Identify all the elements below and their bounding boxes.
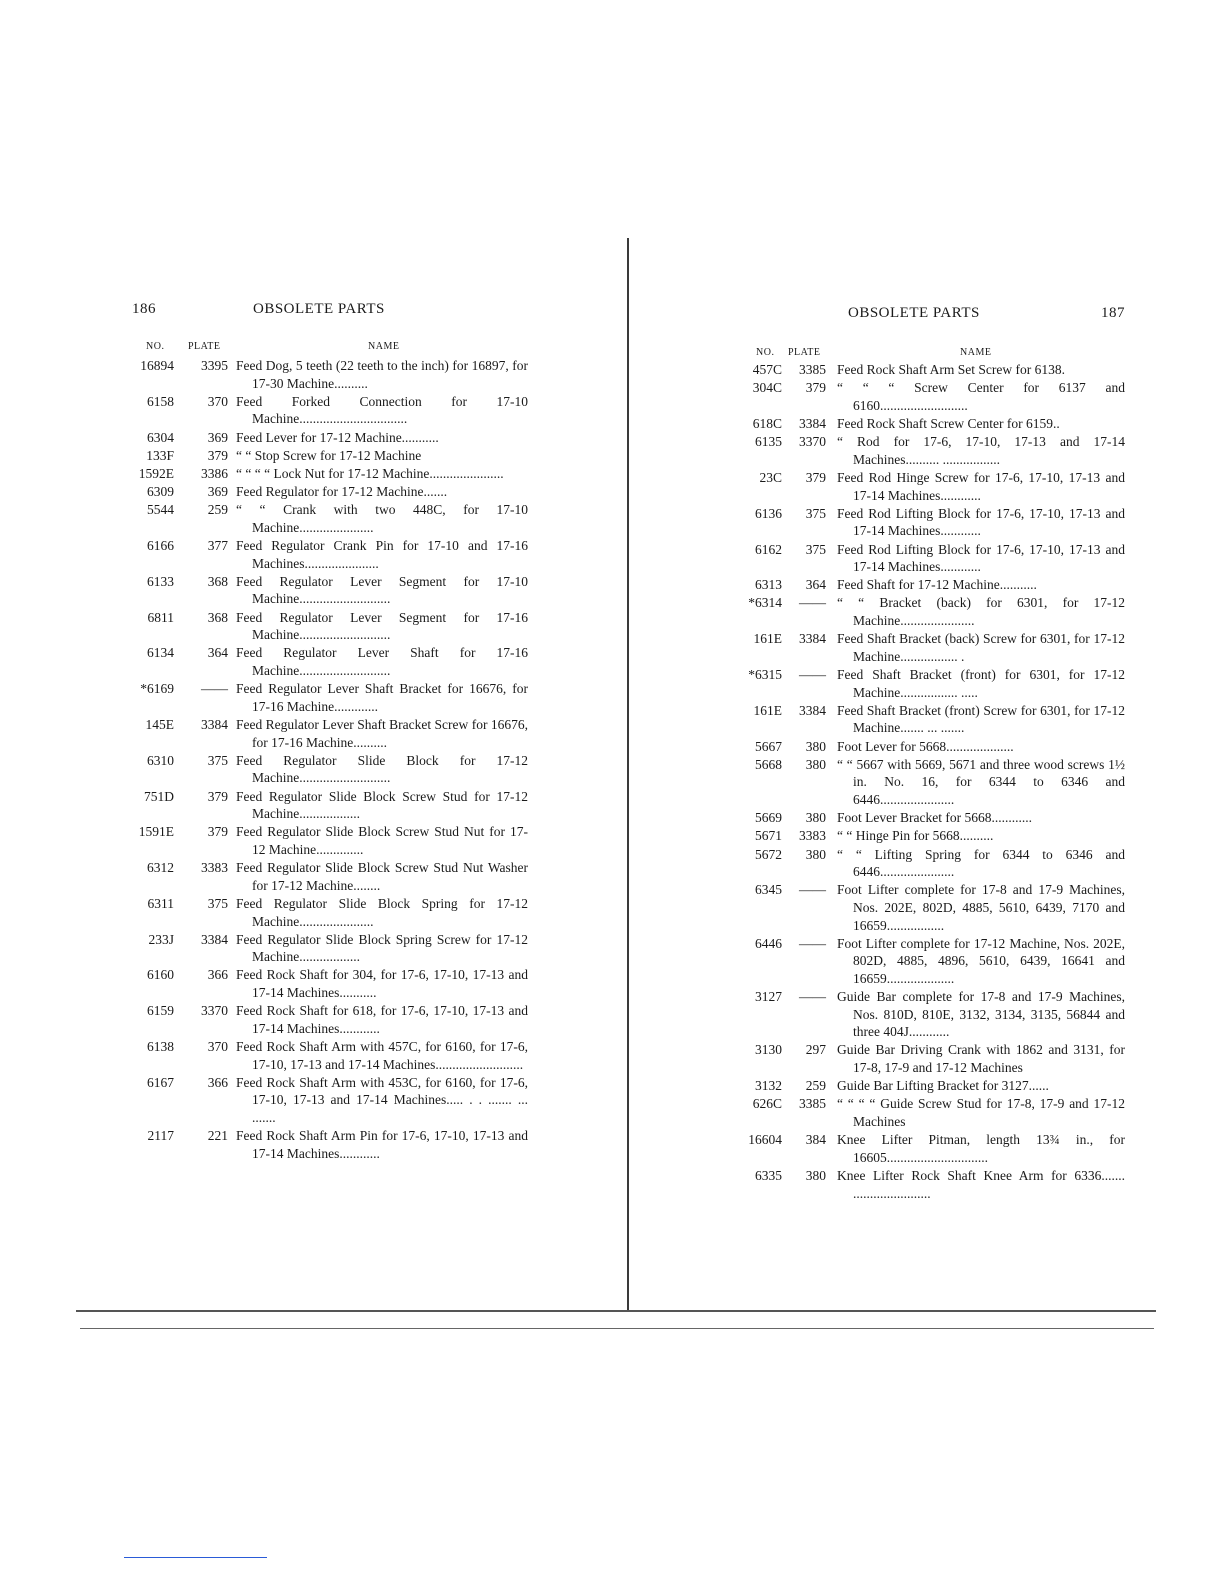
plate-number: 3370	[799, 434, 826, 450]
part-entry	[740, 756, 1125, 809]
part-entry	[128, 357, 528, 392]
part-number: 304C	[752, 380, 782, 396]
part-entry	[740, 702, 1125, 737]
plate-number: 380	[805, 810, 826, 826]
part-entry	[740, 738, 1125, 756]
left-page-title: OBSOLETE PARTS	[253, 301, 385, 317]
plate-number: 375	[207, 895, 228, 911]
part-name: Guide Bar Lifting Bracket for 3127......	[837, 1078, 1049, 1094]
part-number: 457C	[752, 362, 782, 377]
part-entry	[128, 644, 528, 679]
part-name: Feed Rod Lifting Block for 17-6, 17-10, 17-13 and 17-14 Machines............	[837, 505, 1125, 539]
part-number: 6166	[147, 538, 174, 554]
part-name: Feed Rock Shaft for 618, for 17-6, 17-10, 17-13 and 17-14 Machines............	[236, 1003, 528, 1036]
plate-number: ——	[799, 935, 826, 951]
part-name: “ “ “ “ Lock Nut for 17-12 Machine......................	[236, 465, 504, 481]
part-name: “ “ “ Screw Center for 6137 and 6160..........................	[837, 380, 1125, 413]
plate-number: 384	[805, 1132, 826, 1148]
plate-number: ——	[799, 595, 826, 611]
part-name: “ “ “ “ Guide Screw Stud for 17-8, 17-9 and 17-12 Machines	[837, 1096, 1125, 1129]
part-name: Feed Regulator Slide Block for 17-12 Machine...........................	[236, 752, 528, 786]
part-number: 145E	[145, 717, 174, 732]
plate-number: 380	[805, 756, 826, 772]
part-number: 6311	[147, 895, 174, 911]
part-name: Guide Bar Driving Crank with 1862 and 3131, for 17-8, 17-9 and 17-12 Machines	[837, 1042, 1125, 1076]
plate-number: 364	[805, 577, 826, 593]
part-number: 6159	[147, 1003, 174, 1019]
right-header-name: NAME	[960, 347, 992, 358]
part-number: 751D	[144, 788, 174, 804]
plate-number: 3384	[201, 931, 228, 947]
part-entry	[740, 361, 1125, 379]
part-number: 233J	[148, 931, 174, 947]
plate-number: 375	[207, 752, 228, 768]
part-number: 5668	[755, 756, 782, 772]
plate-number: 3386	[201, 465, 228, 481]
part-name: “ “ Bracket (back) for 6301, for 17-12 Machine......................	[837, 595, 1125, 629]
part-number: 5669	[755, 810, 782, 826]
right-parts-list	[740, 361, 1125, 1203]
plate-number: 3384	[201, 717, 228, 732]
plate-number: 379	[207, 447, 228, 463]
part-number: 6304	[147, 429, 174, 445]
part-number: 6133	[147, 573, 174, 589]
plate-number: 3384	[799, 702, 826, 718]
part-entry	[128, 573, 528, 608]
part-number: 5671	[755, 828, 782, 844]
part-number: 6313	[755, 577, 782, 593]
plate-number: 369	[207, 429, 228, 445]
part-number: 6335	[755, 1167, 782, 1183]
part-entry	[128, 1038, 528, 1073]
part-entry	[128, 483, 528, 501]
part-name: Feed Regulator Slide Block Spring Screw for 17-12 Machine..................	[236, 931, 528, 965]
part-name: Knee Lifter Rock Shaft Knee Arm for 6336....... .......................	[837, 1167, 1125, 1201]
part-entry	[128, 447, 528, 465]
part-name: Feed Shaft Bracket (back) Screw for 6301, for 17-12 Machine................. .	[837, 631, 1125, 664]
plate-number: 3385	[799, 1096, 826, 1112]
part-entry	[128, 859, 528, 894]
plate-number: 368	[207, 573, 228, 589]
part-number: 23C	[759, 469, 782, 485]
part-name: Feed Regulator Lever Shaft Bracket for 16676, for 17-16 Machine.............	[236, 681, 528, 714]
part-entry	[740, 576, 1125, 594]
plate-number: 369	[207, 484, 228, 500]
part-name: Feed Shaft Bracket (front) for 6301, for 17-12 Machine................. .....	[837, 667, 1125, 700]
part-name: “ “ Hinge Pin for 5668..........	[837, 828, 994, 844]
plate-number: 3370	[201, 1003, 228, 1019]
left-header-plate: PLATE	[188, 341, 221, 352]
part-name: Feed Regulator Crank Pin for 17-10 and 17-16 Machines......................	[236, 538, 528, 571]
part-number: 16894	[140, 358, 174, 373]
part-entry	[128, 501, 528, 536]
part-name: Feed Regulator Lever Shaft Bracket Screw for 16676, for 17-16 Machine..........	[236, 717, 528, 750]
right-header-plate: PLATE	[788, 347, 821, 358]
part-number: 3130	[755, 1042, 782, 1058]
plate-number: 380	[805, 738, 826, 754]
left-header-name: NAME	[368, 341, 400, 352]
part-name: Feed Regulator Lever Shaft for 17-16 Machine...........................	[236, 645, 528, 679]
left-header-no: NO.	[146, 341, 165, 352]
part-number: 626C	[752, 1096, 782, 1112]
part-name: Feed Rock Shaft Arm Pin for 17-6, 17-10, 17-13 and 17-14 Machines............	[236, 1128, 528, 1161]
part-name: Feed Shaft for 17-12 Machine...........	[837, 577, 1037, 593]
part-number: 6136	[755, 505, 782, 521]
part-name: Feed Rock Shaft Arm with 453C, for 6160, for 17-6, 17-10, 17-13 and 17-14 Machines..... . . ....... ... .......	[236, 1074, 528, 1125]
right-page-number: 187	[1101, 305, 1125, 321]
part-entry	[740, 809, 1125, 827]
part-number: 161E	[753, 702, 782, 718]
part-name: “ “ 5667 with 5669, 5671 and three wood screws 1½ in. No. 16, for 6344 to 6346 and 6446......................	[837, 756, 1125, 807]
part-entry	[740, 846, 1125, 881]
plate-number: 379	[207, 824, 228, 840]
part-entry	[128, 537, 528, 572]
plate-number: ——	[201, 681, 228, 697]
part-number: *6315	[748, 667, 782, 683]
part-number: 6310	[147, 752, 174, 768]
plate-number: 3383	[799, 828, 826, 844]
part-entry	[740, 1095, 1125, 1130]
part-entry	[740, 379, 1125, 414]
part-entry	[740, 1167, 1125, 1202]
part-number: 5667	[755, 738, 782, 754]
part-number: 1591E	[138, 824, 174, 840]
part-entry	[128, 1074, 528, 1127]
left-parts-list	[128, 357, 528, 1163]
part-entry	[740, 415, 1125, 433]
part-name: “ “ Crank with two 448C, for 17-10 Machine......................	[236, 502, 528, 535]
part-name: Feed Regulator Slide Block Spring for 17-12 Machine......................	[236, 895, 528, 929]
part-number: 618C	[752, 415, 782, 431]
left-column-headers	[128, 341, 528, 355]
part-number: 6135	[755, 434, 782, 450]
plate-number: 366	[207, 1074, 228, 1090]
part-entry	[740, 1131, 1125, 1166]
plate-number: 364	[207, 645, 228, 661]
part-entry	[128, 393, 528, 428]
part-number: 6312	[147, 860, 174, 876]
blue-underline-mark	[124, 1557, 267, 1558]
plate-number: 221	[207, 1128, 228, 1144]
plate-number: 366	[207, 967, 228, 983]
part-entry	[740, 1077, 1125, 1095]
plate-number: 380	[805, 846, 826, 862]
part-number: 1592E	[138, 465, 174, 481]
part-name: Feed Regulator Slide Block Screw Stud Nut Washer for 17-12 Machine........	[236, 860, 528, 893]
plate-number: 297	[805, 1042, 826, 1058]
part-entry	[740, 433, 1125, 468]
part-entry	[740, 935, 1125, 988]
part-number: 6158	[147, 393, 174, 409]
scan-edge-rule	[76, 1310, 1156, 1312]
part-entry	[128, 823, 528, 858]
part-name: Feed Lever for 17-12 Machine...........	[236, 429, 439, 445]
part-entry	[740, 630, 1125, 665]
part-name: Guide Bar complete for 17-8 and 17-9 Machines, Nos. 810D, 810E, 3132, 3134, 3135, 56844 and three 404J............	[837, 989, 1125, 1040]
plate-number: 3384	[799, 415, 826, 431]
plate-number: 3384	[799, 631, 826, 647]
part-name: Feed Dog, 5 teeth (22 teeth to the inch) for 16897, for 17-30 Machine..........	[236, 358, 528, 391]
plate-number: 379	[805, 380, 826, 396]
part-number: 5672	[755, 846, 782, 862]
gutter-divider	[627, 238, 629, 1310]
part-number: 161E	[753, 631, 782, 647]
right-running-head	[740, 305, 1125, 327]
part-entry	[740, 827, 1125, 845]
part-number: 6162	[755, 541, 782, 557]
part-name: Feed Regulator Lever Segment for 17-10 Machine...........................	[236, 573, 528, 607]
part-entry	[740, 666, 1125, 701]
left-page-number: 186	[132, 301, 156, 317]
part-number: 6446	[755, 935, 782, 951]
part-number: 6134	[147, 645, 174, 661]
part-name: Feed Regulator Slide Block Screw Stud for 17-12 Machine..................	[236, 788, 528, 822]
right-header-no: NO.	[756, 347, 775, 358]
part-entry	[128, 1127, 528, 1162]
part-name: Feed Shaft Bracket (front) Screw for 6301, for 17-12 Machine....... ... .......	[837, 702, 1125, 736]
part-name: Foot Lever Bracket for 5668............	[837, 810, 1032, 826]
left-running-head	[128, 301, 528, 323]
part-name: Feed Regulator Slide Block Screw Stud Nut for 17-12 Machine..............	[236, 824, 528, 857]
part-name: Feed Rod Hinge Screw for 17-6, 17-10, 17-13 and 17-14 Machines............	[837, 469, 1125, 503]
part-name: Foot Lever for 5668....................	[837, 738, 1014, 754]
plate-number: 259	[207, 502, 228, 518]
part-number: 6309	[147, 484, 174, 500]
right-column-headers	[740, 347, 1125, 361]
part-entry	[740, 988, 1125, 1041]
part-entry	[740, 469, 1125, 504]
part-name: Foot Lifter complete for 17-8 and 17-9 Machines, Nos. 202E, 802D, 4885, 5610, 6439, 7170 and 16659.................	[837, 882, 1125, 933]
part-entry	[128, 966, 528, 1001]
part-name: Foot Lifter complete for 17-12 Machine, Nos. 202E, 802D, 4885, 4896, 5610, 6439, 16641 and 16659....................	[837, 935, 1125, 986]
part-name: Feed Rod Lifting Block for 17-6, 17-10, 17-13 and 17-14 Machines............	[837, 541, 1125, 575]
part-entry	[128, 716, 528, 751]
part-name: Feed Rock Shaft for 304, for 17-6, 17-10, 17-13 and 17-14 Machines...........	[236, 967, 528, 1001]
plate-number: 368	[207, 609, 228, 625]
part-name: Feed Regulator Lever Segment for 17-16 Machine...........................	[236, 609, 528, 643]
plate-number: 370	[207, 393, 228, 409]
plate-number: 375	[805, 541, 826, 557]
part-name: Feed Regulator for 17-12 Machine.......	[236, 484, 448, 500]
plate-number: 379	[207, 788, 228, 804]
part-entry	[740, 881, 1125, 934]
plate-number: 3395	[201, 358, 228, 373]
plate-number: 3383	[201, 860, 228, 876]
part-number: 6345	[755, 882, 782, 898]
plate-number: ——	[799, 882, 826, 898]
part-number: 5544	[147, 502, 174, 518]
part-number: *6169	[140, 681, 174, 697]
part-number: 6811	[147, 609, 174, 625]
part-name: Knee Lifter Pitman, length 13¾ in., for 16605..............................	[837, 1132, 1125, 1165]
part-number: 6138	[147, 1039, 174, 1055]
part-name: “ “ Lifting Spring for 6344 to 6346 and 6446......................	[837, 846, 1125, 880]
plate-number: 3385	[799, 362, 826, 377]
plate-number: 370	[207, 1039, 228, 1055]
part-entry	[128, 680, 528, 715]
part-entry	[740, 505, 1125, 540]
part-entry	[128, 429, 528, 447]
plate-number: 380	[805, 1167, 826, 1183]
plate-number: 377	[207, 538, 228, 554]
part-number: *6314	[748, 595, 782, 611]
part-name: Feed Rock Shaft Screw Center for 6159..	[837, 415, 1060, 431]
scan-bottom-rule	[80, 1328, 1154, 1329]
part-entry	[740, 541, 1125, 576]
part-entry	[128, 788, 528, 823]
part-entry	[128, 1002, 528, 1037]
part-entry	[128, 931, 528, 966]
plate-number: 259	[805, 1078, 826, 1094]
part-entry	[128, 895, 528, 930]
plate-number: 375	[805, 505, 826, 521]
part-name: Feed Rock Shaft Arm with 457C, for 6160, for 17-6, 17-10, 17-13 and 17-14 Machines..........................	[236, 1039, 528, 1072]
part-number: 6160	[147, 967, 174, 983]
part-name: “ Rod for 17-6, 17-10, 17-13 and 17-14 Machines.......... .................	[837, 434, 1125, 467]
part-name: “ “ Stop Screw for 17-12 Machine	[236, 447, 422, 463]
plate-number: ——	[799, 989, 826, 1005]
right-page-title: OBSOLETE PARTS	[848, 305, 980, 321]
part-entry	[740, 594, 1125, 629]
part-entry	[740, 1041, 1125, 1076]
part-name: Feed Rock Shaft Arm Set Screw for 6138.	[837, 362, 1065, 377]
part-name: Feed Forked Connection for 17-10 Machine................................	[236, 393, 528, 427]
part-entry	[128, 609, 528, 644]
part-number: 6167	[147, 1074, 174, 1090]
plate-number: 379	[805, 469, 826, 485]
part-entry	[128, 752, 528, 787]
part-number: 16604	[748, 1132, 782, 1148]
part-number: 133F	[146, 447, 174, 463]
plate-number: ——	[799, 667, 826, 683]
part-entry	[128, 465, 528, 483]
part-number: 3127	[755, 989, 782, 1005]
part-number: 3132	[755, 1078, 782, 1094]
part-number: 2117	[147, 1128, 174, 1144]
